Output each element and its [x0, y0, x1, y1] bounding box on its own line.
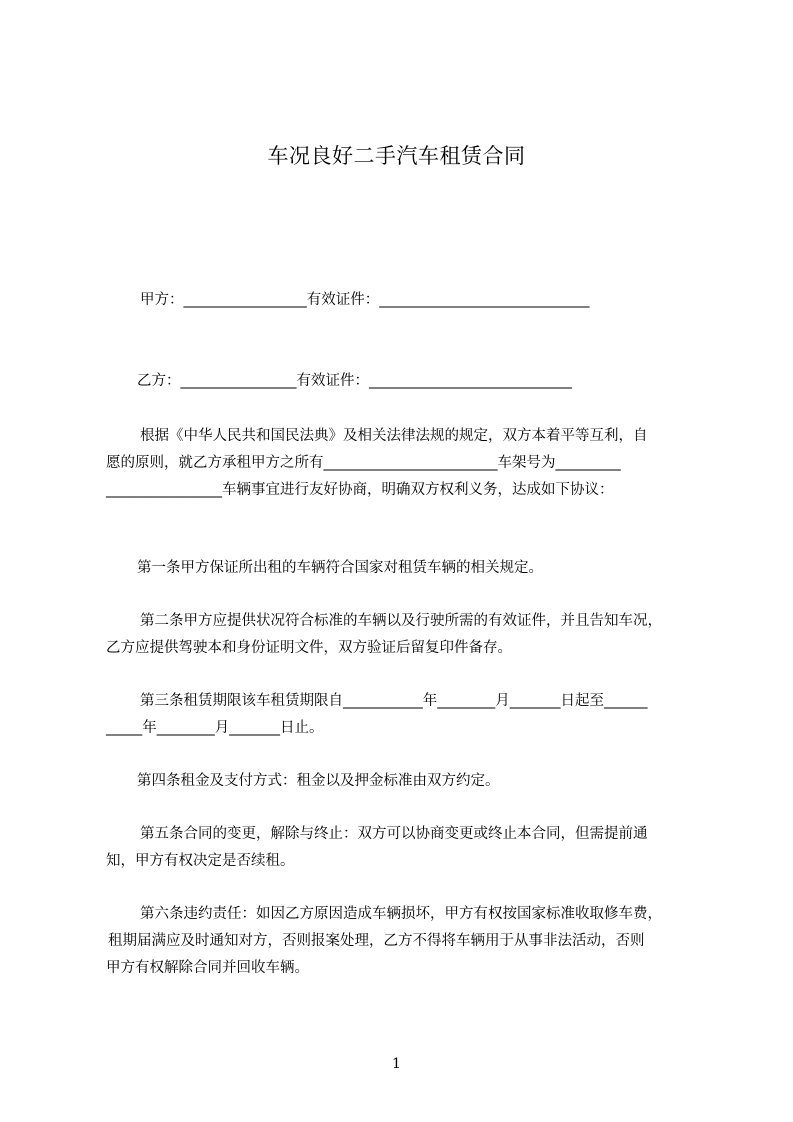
party-a-line: 甲方：_________________有效证件：_____________________________	[140, 292, 590, 308]
party-b-line: 乙方：________________有效证件：____________________________	[137, 373, 572, 389]
intro-line-3: ________________车辆事宜进行友好协商，明确双方权利义务，达成如下协议：	[106, 482, 614, 498]
article-3-line-1: 第三条租赁期限该车租赁期限自___________年________月_______日起至______	[140, 693, 648, 709]
article-6-line-3: 甲方有权解除合同并回收车辆。	[106, 960, 309, 976]
article-2-line-2: 乙方应提供驾驶本和身份证明文件，双方验证后留复印件备存。	[106, 640, 512, 656]
article-6-line-2: 租期届满应及时通知对方，否则报案处理，乙方不得将车辆用于从事非法活动，否则	[108, 933, 645, 949]
document-title: 车况良好二手汽车租赁合同	[267, 144, 526, 168]
article-2-line-1: 第二条甲方应提供状况符合标准的车辆以及行驶所需的有效证件，并且告知车况，	[140, 613, 662, 629]
article-4: 第四条租金及支付方式：租金以及押金标准由双方约定。	[137, 773, 500, 789]
article-6-line-1: 第六条违约责任：如因乙方原因造成车辆损坏，甲方有权按国家标准收取修车费，	[140, 906, 662, 922]
intro-line-2: 愿的原则，就乙方承租甲方之所有________________________车架号为_________	[106, 455, 621, 471]
article-1: 第一条甲方保证所出租的车辆符合国家对租赁车辆的相关规定。	[137, 560, 543, 576]
article-3-line-2: _____年________月_______日止。	[106, 720, 324, 736]
article-5-line-2: 知，甲方有权决定是否续租。	[106, 853, 295, 869]
page-number: 1	[392, 1056, 401, 1072]
intro-line-1: 根据《中华人民共和国民法典》及相关法律法规的规定，双方本着平等互利，自	[140, 428, 648, 444]
article-5-line-1: 第五条合同的变更，解除与终止：双方可以协商变更或终止本合同，但需提前通	[140, 826, 648, 842]
